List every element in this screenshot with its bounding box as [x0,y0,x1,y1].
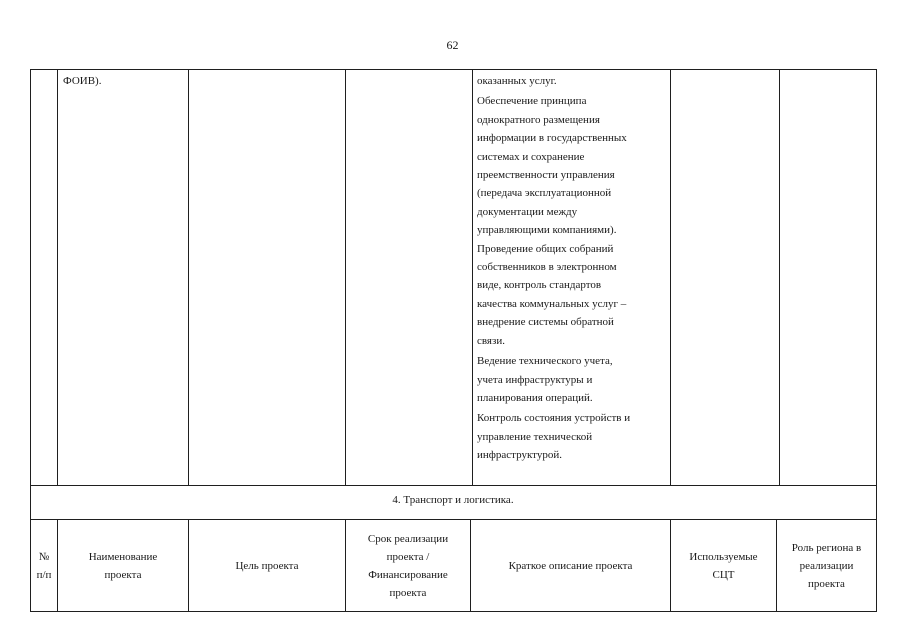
header-number: № п/п [36,550,52,581]
description-line: качества коммунальных услуг – [477,297,627,310]
description-line: управляющими компаниями). [477,224,617,237]
header-technologies: Используемые СЦТ [689,550,758,581]
project-description-cell [477,72,667,465]
description-line: Контроль состояния устройств и [477,412,631,425]
description-line: внедрение системы обратной [477,316,614,329]
description-line: управление технической [477,430,593,443]
description-line: документации между [477,205,578,218]
description-line: учета инфраструктуры и [477,373,593,386]
section-title: 4. Транспорт и логистика. [392,494,514,506]
description-line: инфраструктурой. [477,449,562,462]
header-timeline-financing: Срок реализации проекта / Финансирование проекта [367,532,449,599]
description-line: планирования операций. [477,391,593,404]
description-line: информации в государственных [477,132,627,145]
description-line: виде, контроль стандартов [477,279,602,292]
description-line: системах и сохранение [477,150,585,163]
header-project-name: Наименование проекта [88,550,158,581]
header-region-role: Роль региона в реализации проекта [791,541,862,590]
description-line: Проведение общих собраний [477,242,614,255]
description-line: собственников в электронном [477,261,617,274]
header-project-goal: Цель проекта [235,559,299,572]
description-line: однократного размещения [477,113,600,126]
description-line: преемственности управления [477,169,615,182]
description-line: связи. [477,334,505,347]
project-name-cell: ФОИВ). [63,75,102,87]
description-line: оказанных услуг. [477,75,557,87]
header-description: Краткое описание проекта [508,559,633,572]
description-line: (передача эксплуатационной [477,187,612,200]
description-line: Обеспечение принципа [477,95,587,108]
description-line: Ведение технического учета, [477,355,613,368]
page-number: 62 [446,38,459,52]
